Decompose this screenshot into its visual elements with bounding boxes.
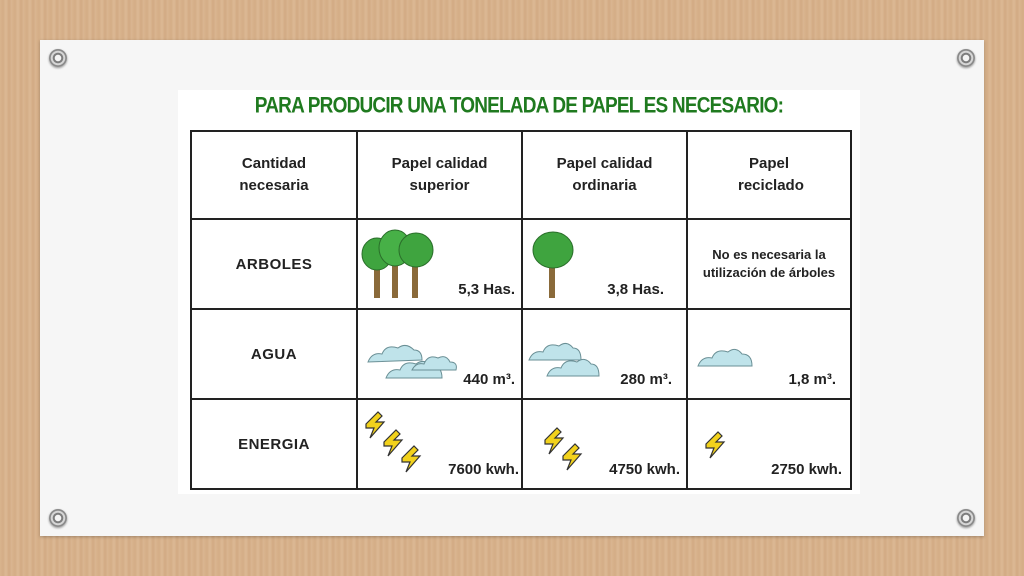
header-calidad-ordinaria: Papel calidad ordinaria xyxy=(522,131,687,219)
value-energia-superior: 7600 kwh. xyxy=(448,461,519,478)
cell-agua-reciclado xyxy=(687,309,851,399)
table-row-energia xyxy=(191,399,851,489)
cell-agua-superior xyxy=(357,309,522,399)
cloud-icon xyxy=(694,344,754,370)
lightning-bolt-icon xyxy=(541,426,591,472)
lightning-bolt-icon xyxy=(702,430,732,460)
cell-arboles-reciclado xyxy=(687,219,851,309)
cell-energia-ordinaria xyxy=(522,399,687,489)
cell-agua-ordinaria xyxy=(522,309,687,399)
pin-icon xyxy=(957,509,975,527)
value-arboles-ordinaria: 3,8 Has. xyxy=(607,281,664,298)
cell-energia-superior xyxy=(357,399,522,489)
value-agua-reciclado: 1,8 m³. xyxy=(788,371,836,388)
header-calidad-superior: Papel calidad superior xyxy=(357,131,522,219)
table-header-row xyxy=(191,131,851,219)
infographic-title: PARA PRODUCIR UNA TONELADA DE PAPEL ES NECESARIO: xyxy=(254,94,784,119)
comparison-table xyxy=(190,130,852,490)
infographic-sheet xyxy=(178,90,860,494)
value-energia-reciclado: 2750 kwh. xyxy=(771,461,842,478)
tree-icon xyxy=(529,228,579,300)
value-agua-superior: 440 m³. xyxy=(463,371,515,388)
pin-icon xyxy=(49,49,67,67)
note-no-arboles: No es necesaria la utilización de árboles xyxy=(702,247,836,280)
pin-icon xyxy=(49,509,67,527)
cell-arboles-superior xyxy=(357,219,522,309)
tree-icon xyxy=(360,224,440,300)
table-row-arboles xyxy=(191,219,851,309)
cloud-icon xyxy=(362,340,458,382)
header-reciclado: Papel reciclado xyxy=(687,131,851,219)
row-label-agua: AGUA xyxy=(191,309,357,399)
cloud-icon xyxy=(525,340,601,380)
value-arboles-superior: 5,3 Has. xyxy=(458,281,515,298)
pin-icon xyxy=(957,49,975,67)
value-agua-ordinaria: 280 m³. xyxy=(620,371,672,388)
value-energia-ordinaria: 4750 kwh. xyxy=(609,461,680,478)
lightning-bolt-icon xyxy=(362,410,428,474)
row-label-arboles: ARBOLES xyxy=(191,219,357,309)
row-label-energia: ENERGIA xyxy=(191,399,357,489)
header-cantidad: Cantidad necesaria xyxy=(191,131,357,219)
cell-arboles-ordinaria xyxy=(522,219,687,309)
table-row-agua xyxy=(191,309,851,399)
cell-energia-reciclado xyxy=(687,399,851,489)
